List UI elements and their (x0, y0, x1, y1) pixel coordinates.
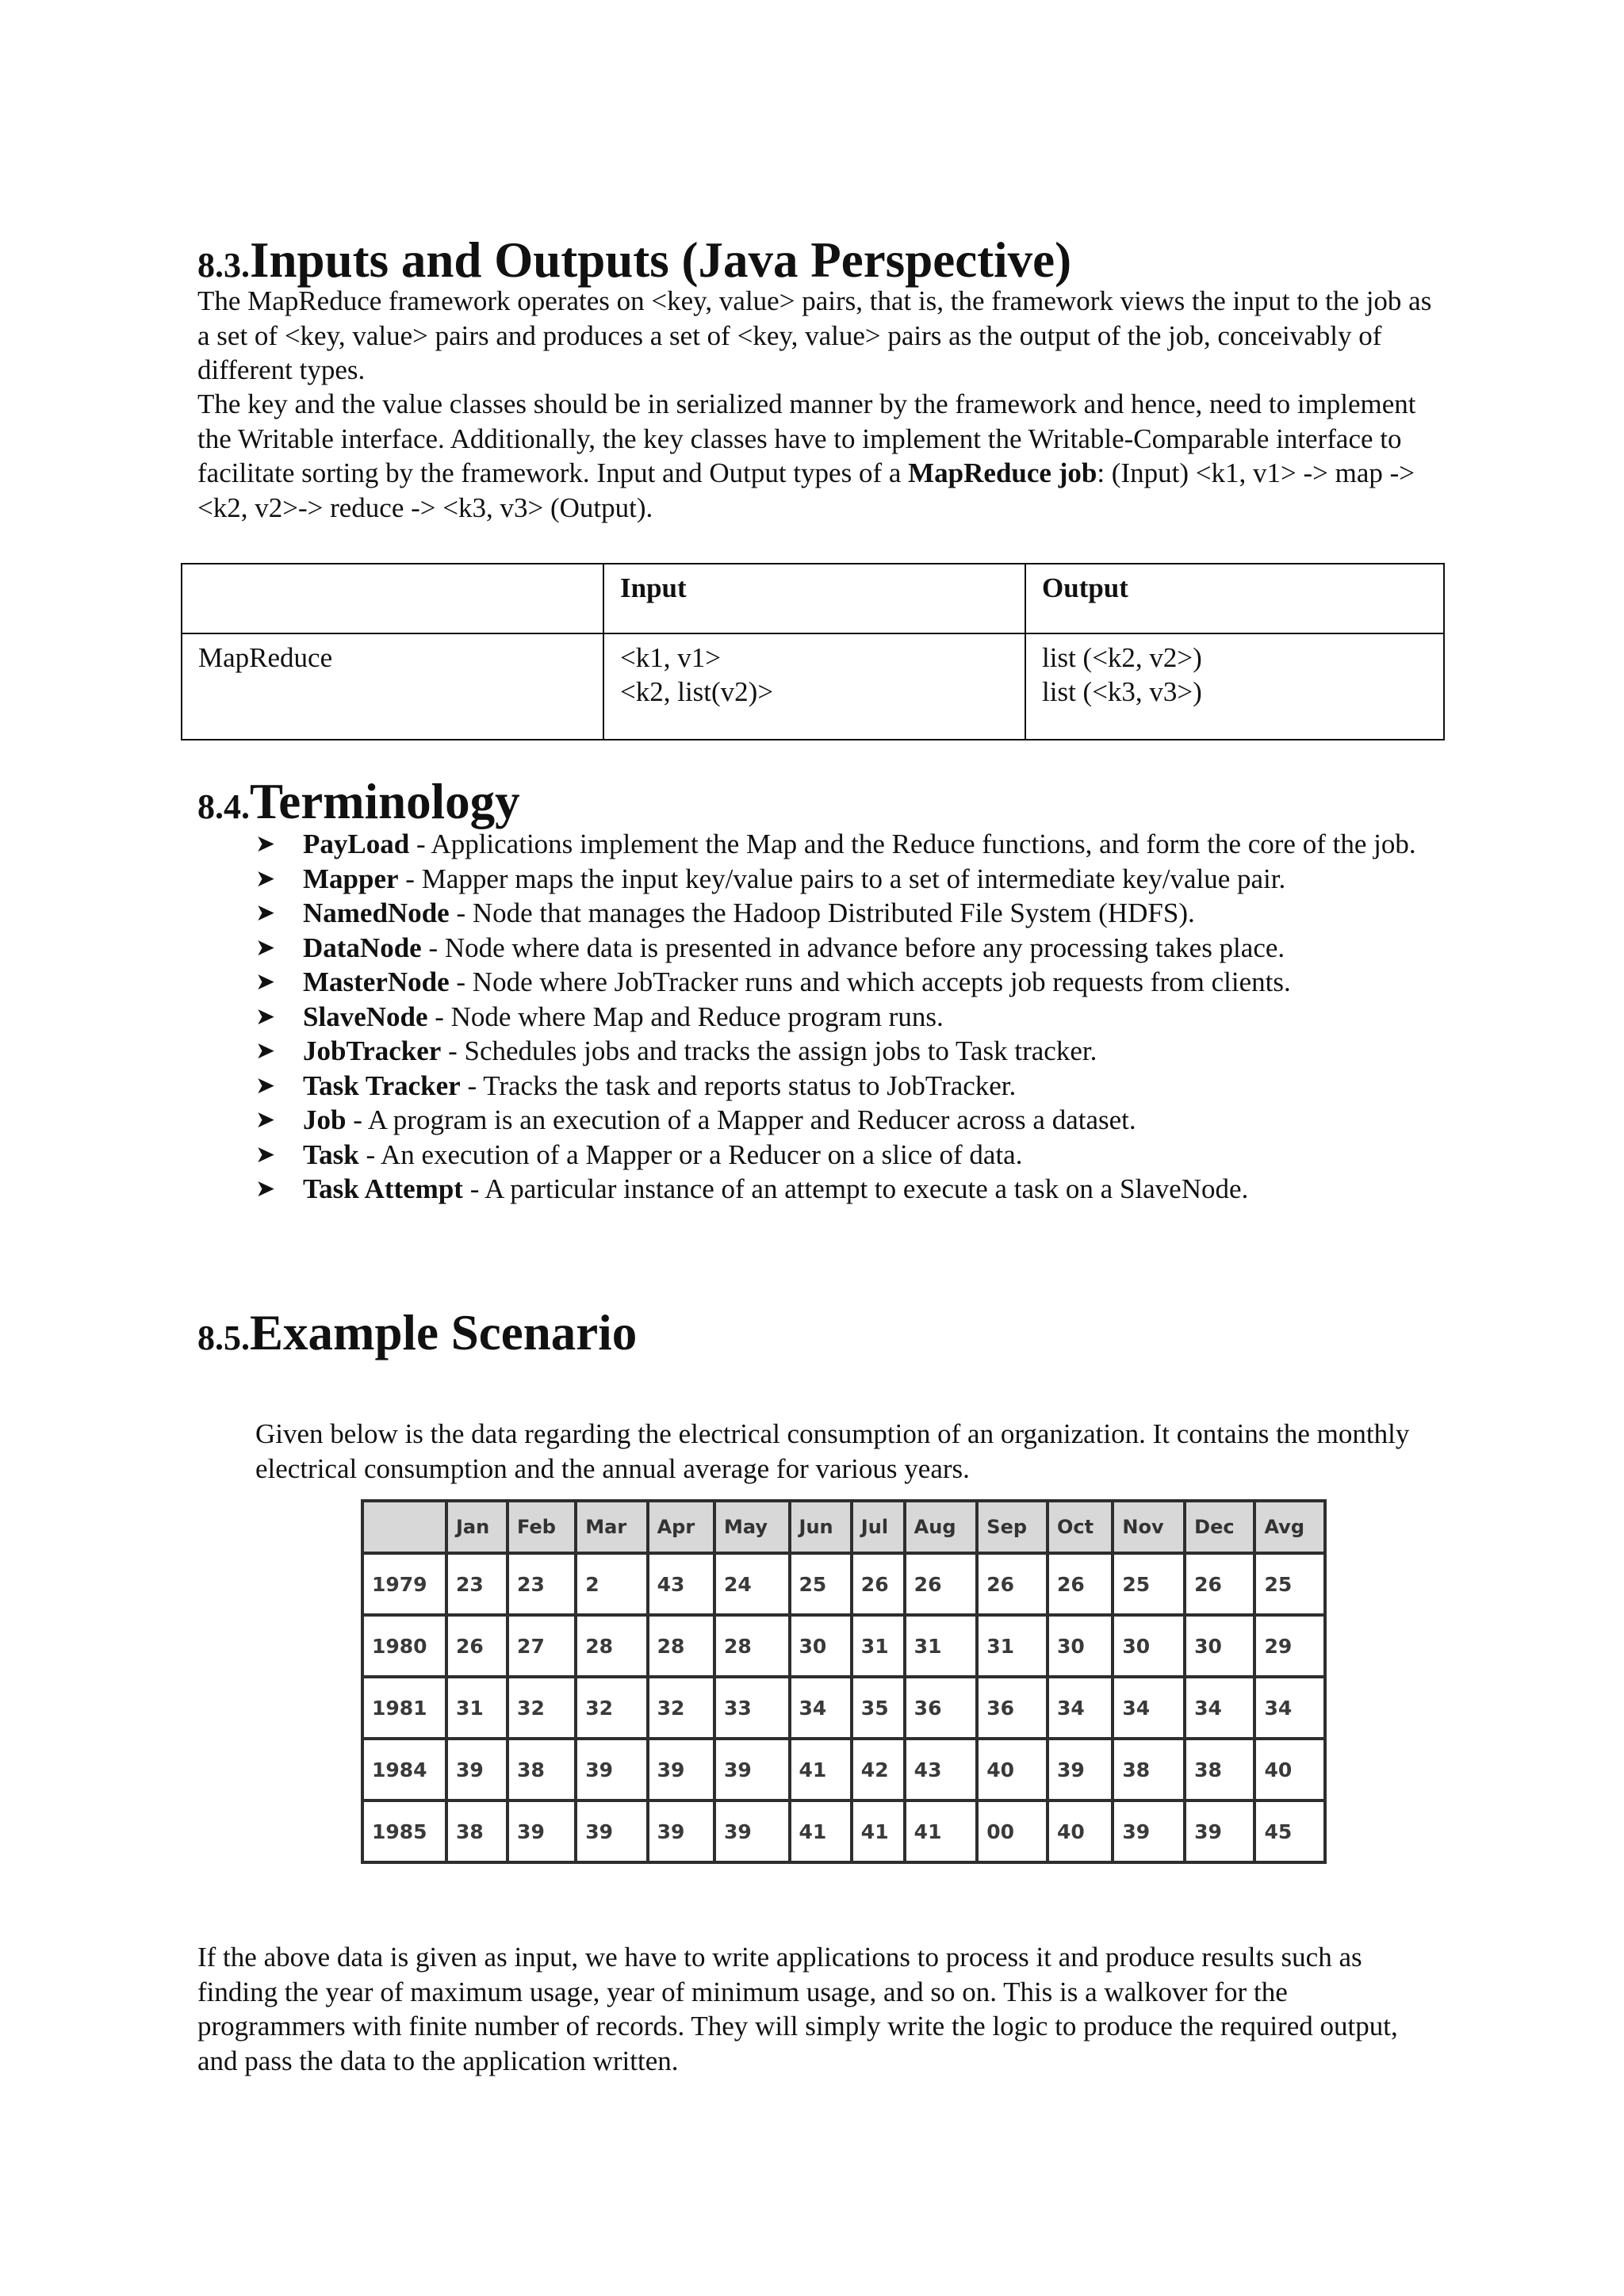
value-cell: 25 (1254, 1553, 1325, 1615)
value-cell: 39 (576, 1800, 647, 1862)
value-cell: 40 (1048, 1800, 1113, 1862)
arrow-bullet-icon: ➤ (255, 1037, 276, 1065)
value-cell: 39 (648, 1739, 714, 1800)
value-cell: 34 (1254, 1677, 1325, 1739)
value-cell: 25 (790, 1553, 852, 1615)
term-name: Mapper (303, 863, 399, 894)
value-cell: 30 (790, 1615, 852, 1677)
value-cell: 38 (1113, 1739, 1185, 1800)
term-description: - Node that manages the Hadoop Distributed File System (HDFS). (449, 897, 1195, 928)
year-cell: 1981 (362, 1677, 446, 1739)
value-cell: 42 (852, 1739, 905, 1800)
paragraph-scenario-intro: Given below is the data regarding the electrical consumption of an organization. It contains the monthly electrical consumption and the annual average for various years. (255, 1418, 1410, 1484)
io-output-line: list (<k3, v3>) (1042, 676, 1202, 707)
value-cell: 31 (852, 1615, 905, 1677)
month-header-cell: Avg (1254, 1501, 1325, 1553)
table-row (362, 1800, 1325, 1862)
terminology-list (255, 827, 1492, 1207)
value-cell: 26 (1048, 1553, 1113, 1615)
section-number: 8.5. (197, 1318, 250, 1357)
section-heading-terminology (197, 773, 520, 831)
value-cell: 34 (790, 1677, 852, 1739)
term-item (255, 1000, 1492, 1035)
value-cell: 39 (446, 1739, 508, 1800)
value-cell: 39 (714, 1739, 790, 1800)
year-cell: 1980 (362, 1615, 446, 1677)
month-header-cell: Dec (1185, 1501, 1254, 1553)
arrow-bullet-icon: ➤ (255, 1002, 276, 1031)
table-row (362, 1677, 1325, 1739)
term-name: Task Tracker (303, 1070, 461, 1101)
section-heading-inputs-outputs (197, 232, 1071, 289)
value-cell: 29 (1254, 1615, 1325, 1677)
table-row (362, 1739, 1325, 1800)
arrow-bullet-icon: ➤ (255, 864, 276, 893)
value-cell: 39 (714, 1800, 790, 1862)
term-item (255, 1103, 1492, 1138)
value-cell: 27 (508, 1615, 576, 1677)
section-title: Inputs and Outputs (Java Perspective) (250, 232, 1072, 288)
month-header-cell: Aug (905, 1501, 978, 1553)
term-description: - A program is an execution of a Mapper and Reducer across a dataset. (346, 1104, 1136, 1135)
io-types-table (181, 563, 1445, 740)
value-cell: 23 (508, 1553, 576, 1615)
value-cell: 40 (977, 1739, 1048, 1800)
value-cell: 2 (576, 1553, 647, 1615)
term-name: DataNode (303, 932, 422, 963)
paragraph-framework-pairs: The MapReduce framework operates on <key, value> pairs, that is, the framework views the input to the job as a set of <key, value> pairs and produces a set of <key, value> pairs as the output of the job, conceivably of different types. (197, 285, 1432, 385)
value-cell: 36 (977, 1677, 1048, 1739)
month-header-cell: May (714, 1501, 790, 1553)
value-cell: 33 (714, 1677, 790, 1739)
consumption-table-body (362, 1553, 1325, 1862)
value-cell: 38 (1185, 1739, 1254, 1800)
value-cell: 41 (852, 1800, 905, 1862)
value-cell: 31 (446, 1677, 508, 1739)
value-cell: 35 (852, 1677, 905, 1739)
value-cell: 32 (576, 1677, 647, 1739)
term-description: - Node where Map and Reduce program runs. (427, 1001, 944, 1032)
value-cell: 39 (1185, 1800, 1254, 1862)
value-cell: 41 (790, 1739, 852, 1800)
term-description: - Mapper maps the input key/value pairs to a set of intermediate key/value pair. (398, 863, 1286, 894)
value-cell: 34 (1048, 1677, 1113, 1739)
term-item (255, 1172, 1492, 1207)
value-cell: 26 (977, 1553, 1048, 1615)
section-title: Example Scenario (250, 1305, 638, 1360)
value-cell: 00 (977, 1800, 1048, 1862)
term-name: PayLoad (303, 828, 410, 859)
month-header-cell: Jul (852, 1501, 905, 1553)
value-cell: 31 (977, 1615, 1048, 1677)
value-cell: 31 (905, 1615, 978, 1677)
paragraph-text-tail: : (Input) <k1, v1> -> map -> <k2, v2>-> reduce -> <k3, v3> (Output). (197, 457, 1415, 523)
value-cell: 39 (1048, 1739, 1113, 1800)
consumption-table-image (361, 1499, 1327, 1877)
term-item (255, 965, 1492, 1000)
term-description: - An execution of a Mapper or a Reducer on a slice of data. (358, 1138, 1023, 1170)
section-number: 8.3. (197, 246, 250, 285)
term-description: - A particular instance of an attempt to execute a task on a SlaveNode. (462, 1173, 1249, 1204)
value-cell: 34 (1113, 1677, 1185, 1739)
value-cell: 36 (905, 1677, 978, 1739)
header-corner-cell (362, 1501, 446, 1553)
io-header-input: Input (603, 564, 1025, 633)
io-header-output: Output (1025, 564, 1444, 633)
table-row (362, 1553, 1325, 1615)
paragraph-closing: If the above data is given as input, we have to write applications to process it and produce results such as finding the year of maximum usage, year of minimum usage, and so on. This is a walkover for the programmers with finite number of records. They will simply write the logic to produce the required output, and pass the data to the application written. (197, 1942, 1398, 2076)
io-row-label: MapReduce (182, 633, 603, 740)
value-cell: 28 (576, 1615, 647, 1677)
paragraph-text: The key and the value classes should be in serialized manner by the framework and hence, need to implement the Writable interface. Additionally, the key classes have to implement the Writable-Comparable interface to facilitate sorting by the framework. Input and Output types of a (197, 388, 1416, 488)
value-cell: 26 (1185, 1553, 1254, 1615)
consumption-header-row (362, 1501, 1325, 1553)
value-cell: 25 (1113, 1553, 1185, 1615)
term-description: - Tracks the task and reports status to JobTracker. (460, 1070, 1017, 1101)
term-name: Task (303, 1138, 359, 1170)
value-cell: 26 (905, 1553, 978, 1615)
io-output-cell (1025, 633, 1444, 740)
section-number: 8.4. (197, 787, 250, 826)
term-description: - Node where data is presented in advance before any processing takes place. (421, 932, 1285, 963)
month-header-cell: Nov (1113, 1501, 1185, 1553)
year-cell: 1984 (362, 1739, 446, 1800)
arrow-bullet-icon: ➤ (255, 899, 276, 927)
month-header-cell: Sep (977, 1501, 1048, 1553)
io-header-empty (182, 564, 603, 633)
value-cell: 38 (508, 1739, 576, 1800)
month-header-cell: Jun (790, 1501, 852, 1553)
term-name: MasterNode (303, 966, 450, 997)
value-cell: 32 (508, 1677, 576, 1739)
value-cell: 26 (446, 1615, 508, 1677)
value-cell: 38 (446, 1800, 508, 1862)
bold-term-mapreduce-job: MapReduce job (908, 457, 1097, 488)
term-item (255, 827, 1492, 862)
value-cell: 28 (648, 1615, 714, 1677)
term-item (255, 931, 1492, 966)
value-cell: 30 (1185, 1615, 1254, 1677)
io-input-cell (603, 633, 1025, 740)
arrow-bullet-icon: ➤ (255, 830, 276, 858)
arrow-bullet-icon: ➤ (255, 1106, 276, 1134)
value-cell: 26 (852, 1553, 905, 1615)
term-description: - Schedules jobs and tracks the assign jobs to Task tracker. (441, 1035, 1097, 1066)
arrow-bullet-icon: ➤ (255, 1140, 276, 1169)
value-cell: 45 (1254, 1800, 1325, 1862)
value-cell: 24 (714, 1553, 790, 1615)
year-cell: 1985 (362, 1800, 446, 1862)
table-row (362, 1615, 1325, 1677)
value-cell: 39 (576, 1739, 647, 1800)
value-cell: 34 (1185, 1677, 1254, 1739)
value-cell: 32 (648, 1677, 714, 1739)
paragraph-writable-interface (197, 387, 1434, 525)
value-cell: 30 (1048, 1615, 1113, 1677)
value-cell: 41 (790, 1800, 852, 1862)
io-table-header-row (182, 564, 1444, 633)
value-cell: 43 (905, 1739, 978, 1800)
value-cell: 30 (1113, 1615, 1185, 1677)
io-input-line: <k2, list(v2)> (620, 676, 774, 707)
month-header-cell: Oct (1048, 1501, 1113, 1553)
section-title: Terminology (250, 774, 520, 829)
year-cell: 1979 (362, 1553, 446, 1615)
term-name: Task Attempt (303, 1173, 463, 1204)
term-name: JobTracker (303, 1035, 442, 1066)
value-cell: 39 (508, 1800, 576, 1862)
value-cell: 40 (1254, 1739, 1325, 1800)
io-table-row (182, 633, 1444, 740)
arrow-bullet-icon: ➤ (255, 933, 276, 962)
month-header-cell: Mar (576, 1501, 647, 1553)
value-cell: 41 (905, 1800, 978, 1862)
value-cell: 39 (648, 1800, 714, 1862)
term-item (255, 862, 1492, 897)
term-name: SlaveNode (303, 1001, 428, 1032)
value-cell: 43 (648, 1553, 714, 1615)
month-header-cell: Apr (648, 1501, 714, 1553)
term-description: - Node where JobTracker runs and which accepts job requests from clients. (449, 966, 1291, 997)
month-header-cell: Jan (446, 1501, 508, 1553)
arrow-bullet-icon: ➤ (255, 1071, 276, 1100)
consumption-table (361, 1499, 1327, 1864)
value-cell: 39 (1113, 1800, 1185, 1862)
term-item (255, 1138, 1492, 1173)
io-input-line: <k1, v1> (620, 642, 721, 673)
section-heading-example-scenario (197, 1304, 637, 1362)
month-header-cell: Feb (508, 1501, 576, 1553)
arrow-bullet-icon: ➤ (255, 1175, 276, 1203)
term-item (255, 1034, 1492, 1069)
value-cell: 28 (714, 1615, 790, 1677)
term-item (255, 896, 1492, 931)
term-item (255, 1069, 1492, 1104)
value-cell: 23 (446, 1553, 508, 1615)
term-name: NamedNode (303, 897, 450, 928)
io-output-line: list (<k2, v2>) (1042, 642, 1202, 673)
arrow-bullet-icon: ➤ (255, 968, 276, 996)
term-name: Job (303, 1104, 347, 1135)
term-description: - Applications implement the Map and the Reduce functions, and form the core of the job. (409, 828, 1416, 859)
